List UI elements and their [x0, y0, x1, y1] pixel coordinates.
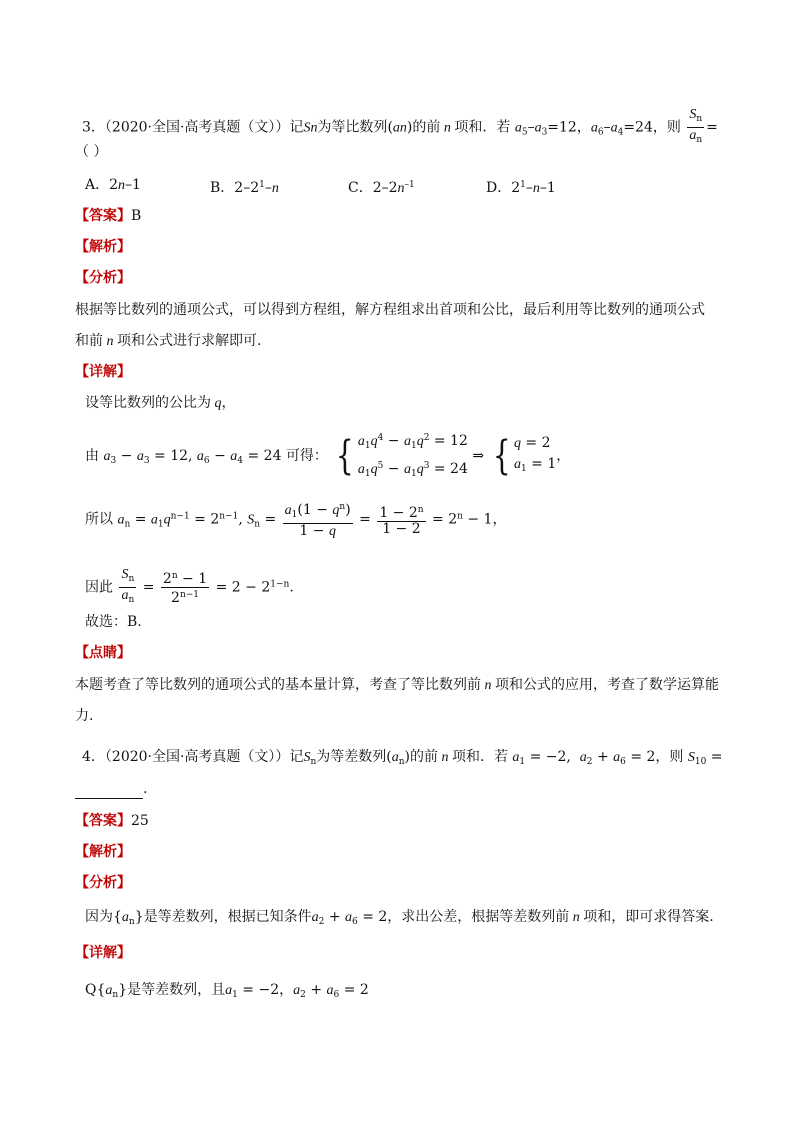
- q3-option-b: B．$2-2^1-n$: [210, 180, 279, 196]
- q4-stem: 4．（2020·全国·高考真题（文））记$S_n$为等差数列$(a_n)$的前 n 项和．若 $a_1 = -2$, $a_2 + a_6 = 2$，则 $S_{10}$ =: [82, 749, 723, 767]
- q4-jiexi: 【解析】: [75, 844, 131, 860]
- q3-comment-2: 力.: [75, 708, 94, 724]
- q4-analysis: 因为$\{a_n\}$是等差数列，根据已知条件$a_2 + a_6 = 2$，求出公差，根据等差数列前 n 项和，即可求得答案.: [85, 909, 714, 927]
- q3-analysis-2: 和前 n 项和公式进行求解即可.: [75, 333, 262, 349]
- q3-analysis-1: 根据等比数列的通项公式，可以得到方程组，解方程组求出首项和公比，最后利用等比数列的通项公式: [75, 302, 705, 318]
- q3-option-c: C．$2-2n^{-1}$: [348, 180, 415, 196]
- q3-xiangjie: 【详解】: [75, 364, 131, 380]
- q3-step3: 所以 $a_n = a_1q^{n-1} = 2^{n-1}$, $S_n$ = $\frac{a_1(1 - q^n)}{1 - q}$ = $\frac{1 - 2^n}{1 - 2}$ = $2^n - 1$，: [85, 502, 507, 539]
- q4-xiangjie: 【详解】: [75, 945, 131, 961]
- q3-conclude: 故选：B.: [85, 614, 142, 630]
- q3-option-d: D．$2^1-n-1$: [486, 180, 556, 196]
- q3-answer: 【答案】B: [75, 208, 142, 224]
- q4-blank: .: [75, 779, 147, 799]
- sn-over-an: $\frac{S_n}{a_n}$: [689, 107, 703, 145]
- q3-option-a: A．2n–1: [85, 177, 141, 193]
- q3-comment-1: 本题考查了等比数列的通项公式的基本量计算，考查了等比数列前 n 项和公式的应用，考查了数学运算能: [75, 677, 719, 693]
- q3-paren: （ ）: [75, 144, 108, 160]
- q3-step1: 设等比数列的公比为 q，: [85, 395, 236, 411]
- q3-stem: 3．（2020·全国·高考真题（文））记Sn为等比数列(an)的前 n 项和．若 $a_5-a_3=12$，$a_6-a_4=24$，则 $\frac{S_n}{a_n}$ =: [82, 107, 718, 148]
- q4-answer: 【答案】25: [75, 813, 149, 829]
- q4-detail: $Q\{a_n\}$是等差数列，且$a_1 = -2$，$a_2 + a_6 = 2$: [85, 982, 369, 1000]
- q3-step2: 由 $a_3 - a_3 = 12$, $a_6 - a_4 = 24$ 可得： { $a_1q^4 - a_1q^2 = 12$ $a_1q^5 - a_1q^3 = 24$ ⇒ { q = 2 $a_1 = 1$，: [85, 433, 571, 479]
- q4-fenxi: 【分析】: [75, 875, 131, 891]
- q3-step4: 因此 $\frac{S_n}{a_n}$ = $\frac{2^n - 1}{2^{n-1}}$ = $2 - 2^{1-n}$.: [85, 567, 294, 606]
- q3-jiexi: 【解析】: [75, 239, 131, 255]
- q3-dianjing: 【点睛】: [75, 645, 131, 661]
- q3-fenxi: 【分析】: [75, 270, 131, 286]
